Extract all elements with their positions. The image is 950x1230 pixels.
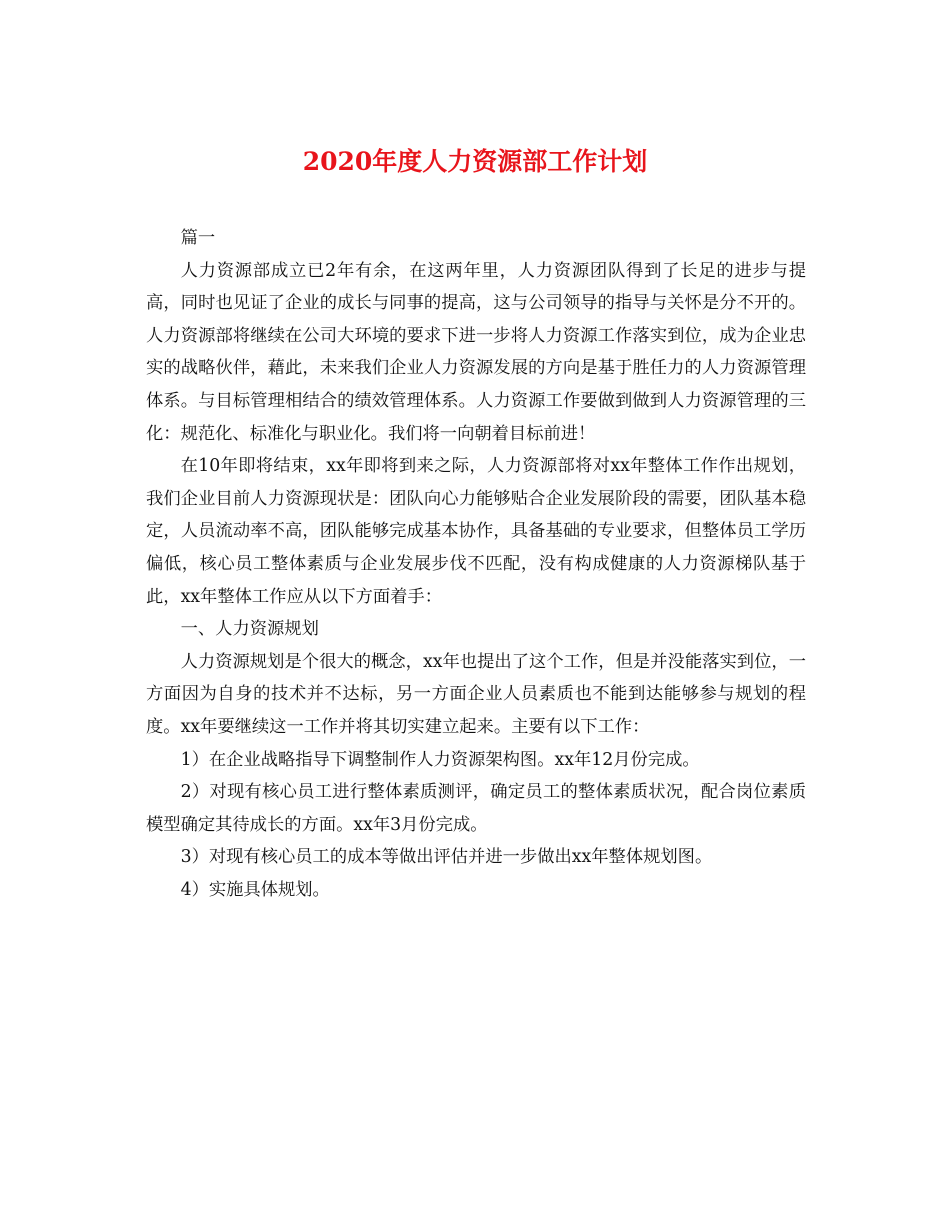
list-item: 1）在企业战略指导下调整制作人力资源架构图。xx年12月份完成。 — [180, 749, 700, 770]
section-heading: 一、人力资源规划 — [180, 619, 319, 640]
document-body — [146, 222, 806, 906]
list-item: 2）对现有核心员工进行整体素质测评，确定员工的整体素质状况，配合岗位素质模型确定其待成长的方面。xx年3月份完成。 — [146, 782, 806, 835]
body-paragraph: 在10年即将结束，xx年即将到来之际，人力资源部将对xx年整体工作作出规划，我们企业目前人力资源现状是：团队向心力能够贴合企业发展阶段的需要，团队基本稳定，人员流动率不高，团队能够完成基本协作，具备基础的专业要求，但整体员工学历偏低，核心员工整体素质与企业发展步伐不匹配，没有构成健康的人力资源梯队基于此，xx年整体工作应从以下方面着手： — [146, 456, 806, 607]
document-title: 2020年度人力资源部工作计划 — [302, 147, 648, 176]
body-paragraph: 人力资源规划是个很大的概念，xx年也提出了这个工作，但是并没能落实到位，一方面因为自身的技术并不达标，另一方面企业人员素质也不能到达能够参与规划的程度。xx年要继续这一工作并将其切实建立起来。主要有以下工作： — [146, 651, 806, 737]
section-label: 篇一 — [180, 228, 216, 248]
body-paragraph: 人力资源部成立已2年有余，在这两年里，人力资源团队得到了长足的进步与提高，同时也见证了企业的成长与同事的提高，这与公司领导的指导与关怀是分不开的。人力资源部将继续在公司大环境的要求下进一步将人力资源工作落实到位，成为企业忠实的战略伙伴，藉此，未来我们企业人力资源发展的方向是基于胜任力的人力资源管理体系。与目标管理相结合的绩效管理体系。人力资源工作要做到做到人力资源管理的三化：规范化、标准化与职业化。我们将一向朝着目标前进！ — [146, 260, 806, 444]
list-item: 3）对现有核心员工的成本等做出评估并进一步做出xx年整体规划图。 — [180, 847, 713, 868]
list-item: 4）实施具体规划。 — [180, 879, 330, 900]
